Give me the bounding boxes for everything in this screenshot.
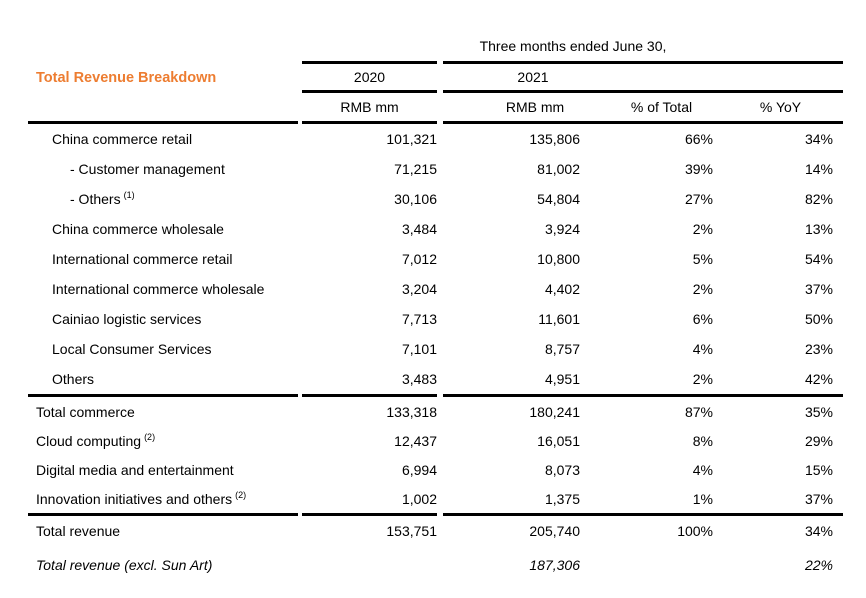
row-2021-group <box>443 281 843 297</box>
col-header-2021: 2021 <box>517 69 549 85</box>
cell-rmb-2020: 1,002 <box>401 490 437 507</box>
rule-header-bottom <box>28 121 866 124</box>
table-row <box>28 154 866 184</box>
table-row <box>28 364 866 394</box>
rule-2021-segment <box>443 394 843 397</box>
row-2021-group <box>443 191 843 207</box>
rule-header-label-segment <box>28 121 298 124</box>
row-2021-group <box>443 371 843 387</box>
table-row <box>28 426 866 455</box>
cell-pct-of-total: 4% <box>692 461 713 478</box>
table-row <box>28 550 866 580</box>
rule-header-2020-segment <box>302 121 437 124</box>
table-body <box>28 124 866 580</box>
rule-separator <box>28 513 866 516</box>
cell-pct-of-total: 4% <box>692 341 713 357</box>
row-label: Cloud computing $^{(2)}$ <box>36 431 156 449</box>
row-label: Total revenue (excl. Sun Art) <box>36 557 213 573</box>
cell-rmb-2020: 3,204 <box>401 281 437 297</box>
row-label: Digital media and entertainment <box>36 461 234 478</box>
row-2021-group <box>443 557 843 573</box>
year-header-row <box>28 64 866 90</box>
cell-pct-of-total: 27% <box>684 191 713 207</box>
cell-rmb-2020: 153,751 <box>386 523 437 539</box>
cell-rmb-2020: 7,101 <box>401 341 437 357</box>
cell-yoy: 14% <box>804 161 833 177</box>
row-label: Cainiao logistic services <box>52 311 202 327</box>
row-label: Local Consumer Services <box>52 341 212 357</box>
rule-top-2021-segment <box>443 61 843 64</box>
cell-pct-of-total: 8% <box>692 432 713 449</box>
table-row <box>28 455 866 484</box>
rule-separator <box>28 394 866 397</box>
cell-rmb-2020: 3,484 <box>401 221 437 237</box>
cell-rmb-2021: 187,306 <box>529 557 580 573</box>
cell-rmb-2020: 3,483 <box>401 371 437 387</box>
cell-yoy: 35% <box>804 403 833 420</box>
cell-pct-of-total: 100% <box>677 523 713 539</box>
cell-yoy: 34% <box>804 131 833 147</box>
row-label: International commerce wholesale <box>52 281 265 297</box>
cell-rmb-2020: 30,106 <box>394 191 437 207</box>
cell-yoy: 34% <box>804 523 833 539</box>
cell-rmb-2021: 205,740 <box>529 523 580 539</box>
table-row <box>28 516 866 546</box>
cell-pct-of-total: 2% <box>692 371 713 387</box>
cell-yoy: 82% <box>804 191 833 207</box>
row-2021-group <box>443 341 843 357</box>
cell-pct-of-total: 2% <box>692 281 713 297</box>
row-label: - Others $^{(1)}$ <box>70 190 135 207</box>
table-row <box>28 484 866 513</box>
cell-pct-of-total: 2% <box>692 221 713 237</box>
cell-pct-of-total <box>583 557 718 573</box>
table-row <box>28 304 866 334</box>
cell-yoy: 13% <box>804 221 833 237</box>
row-2021-group <box>443 161 843 177</box>
row-2021-group <box>443 404 843 420</box>
cell-pct-of-total: 6% <box>692 311 713 327</box>
cell-pct-of-total: 66% <box>684 131 713 147</box>
row-2021-group <box>443 251 843 267</box>
cell-rmb-2021: 135,806 <box>529 131 580 147</box>
row-2021-group <box>443 221 843 237</box>
rule-2020-segment <box>302 394 437 397</box>
row-label: Total revenue <box>36 523 121 539</box>
footnote-marker: (1) <box>123 190 135 201</box>
row-2021-group <box>443 523 843 539</box>
cell-rmb-2020: 71,215 <box>394 161 437 177</box>
cell-yoy: 37% <box>804 281 833 297</box>
cell-rmb-2020: 101,321 <box>386 131 437 147</box>
cell-yoy: 50% <box>804 311 833 327</box>
page-title: Total Revenue Breakdown <box>36 69 217 86</box>
cell-pct-of-total: 39% <box>684 161 713 177</box>
cell-rmb-2021: 11,601 <box>538 311 580 327</box>
row-2021-group <box>443 491 843 507</box>
table-row <box>28 124 866 154</box>
cell-rmb-2021: 54,804 <box>537 191 580 207</box>
cell-rmb-2020: 6,994 <box>401 461 437 478</box>
cell-rmb-2021: 16,051 <box>537 432 580 449</box>
row-2021-group <box>443 462 843 478</box>
col-header-pct-of-total: % of Total <box>630 99 693 115</box>
rule-header-2021-segment <box>443 121 843 124</box>
row-label: International commerce retail <box>52 251 233 267</box>
rule-label-segment <box>28 513 298 516</box>
cell-yoy: 42% <box>804 371 833 387</box>
table-row <box>28 274 866 304</box>
cell-yoy: 37% <box>804 490 833 507</box>
cell-rmb-2020: 133,318 <box>386 403 437 420</box>
cell-yoy: 23% <box>804 341 833 357</box>
cell-rmb-2021: 10,800 <box>537 251 580 267</box>
cell-rmb-2021: 8,073 <box>544 461 580 478</box>
row-label: China commerce retail <box>52 131 193 147</box>
cell-rmb-2020: 7,012 <box>401 251 437 267</box>
rule-label-segment <box>28 394 298 397</box>
table-row <box>28 397 866 426</box>
table-row <box>28 334 866 364</box>
rule-2021-segment <box>443 513 843 516</box>
rule-mid-2020-segment <box>302 90 437 93</box>
table-row <box>28 244 866 274</box>
table-row <box>28 214 866 244</box>
cell-pct-of-total: 87% <box>684 403 713 420</box>
col-header-yoy: % YoY <box>759 99 802 115</box>
row-label: Innovation initiatives and others $^{(2)}$ <box>36 489 247 507</box>
table-row <box>28 184 866 214</box>
subheader-row <box>28 93 866 121</box>
row-label: Others <box>52 371 95 387</box>
row-2021-group <box>443 311 843 327</box>
cell-rmb-2020: 7,713 <box>401 311 437 327</box>
col-header-2020: 2020 <box>353 69 386 85</box>
rule-top-2020-segment <box>302 61 437 64</box>
cell-yoy: 15% <box>804 461 833 478</box>
cell-pct-of-total: 1% <box>692 490 713 507</box>
row-label: China commerce wholesale <box>52 221 224 237</box>
col-header-rmb-2020: RMB mm <box>340 99 399 115</box>
cell-pct-of-total: 5% <box>692 251 713 267</box>
footnote-marker: (2) <box>144 431 156 442</box>
period-header: Three months ended June 30, <box>479 38 667 54</box>
cell-rmb-2021: 8,757 <box>544 341 580 357</box>
cell-yoy: 54% <box>804 251 833 267</box>
period-header-row <box>28 31 866 61</box>
col-header-rmb-2021: RMB mm <box>505 99 565 115</box>
cell-rmb-2021: 180,241 <box>529 403 580 420</box>
footnote-marker: (2) <box>235 489 247 500</box>
cell-rmb-2021: 1,375 <box>544 490 580 507</box>
cell-rmb-2020: 12,437 <box>394 432 437 449</box>
row-label: - Customer management <box>70 161 225 177</box>
cell-rmb-2021: 3,924 <box>544 221 580 237</box>
cell-rmb-2021: 4,402 <box>544 281 580 297</box>
row-label: Total commerce <box>36 403 135 420</box>
row-2021-group <box>443 131 843 147</box>
rule-mid-2021-segment <box>443 90 843 93</box>
rule-2020-segment <box>302 513 437 516</box>
cell-yoy: 29% <box>804 432 833 449</box>
row-2021-group <box>443 433 843 449</box>
cell-rmb-2021: 4,951 <box>544 371 580 387</box>
cell-yoy: 22% <box>804 557 833 573</box>
cell-rmb-2021: 81,002 <box>537 161 580 177</box>
